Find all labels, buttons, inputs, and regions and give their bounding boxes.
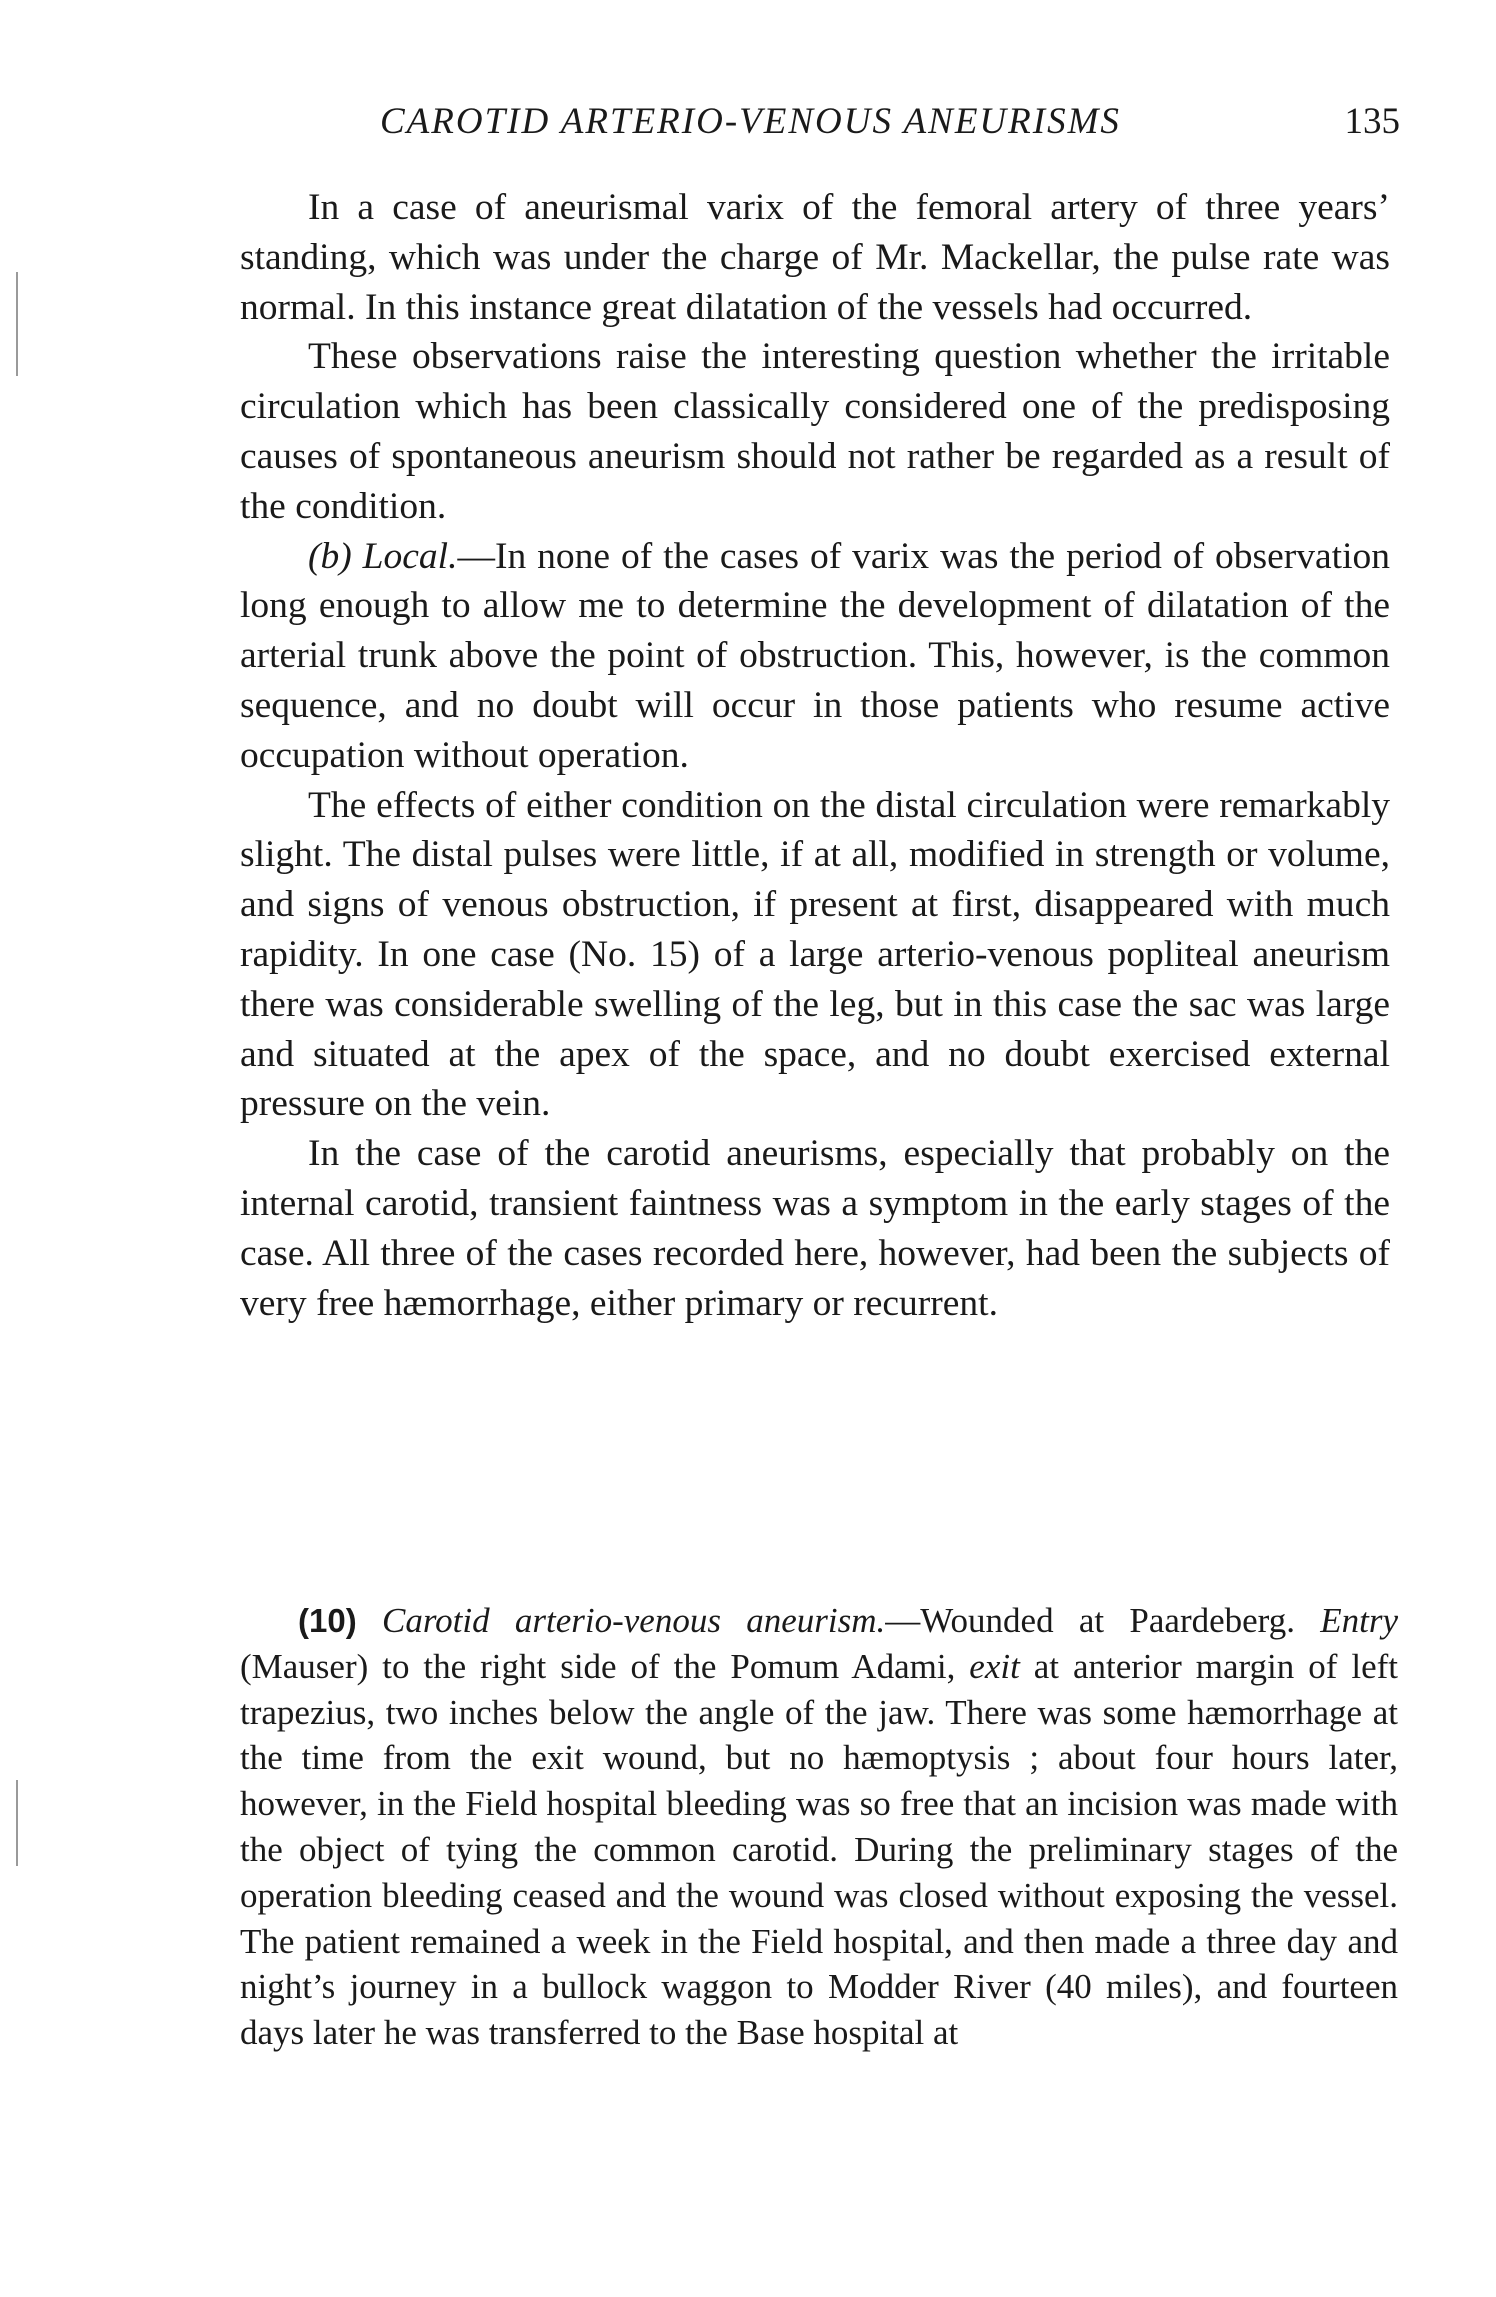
case-intro: —Wounded at Paardeberg. xyxy=(885,1601,1295,1640)
running-title: CAROTID ARTERIO-VENOUS ANEURISMS xyxy=(380,101,1121,142)
paragraph xyxy=(240,532,1390,781)
page-number: 135 xyxy=(1344,101,1400,142)
case-title: Carotid arterio-venous aneurism. xyxy=(381,1601,886,1640)
paragraph: The effects of either condition on the distal circulation were remarkably slight. The distal pulses were little, if at all, modified in strength or volume, and signs of venous obstruction, if present at first, disappeared with much rapidity. In one case (No. 15) of a large arterio-venous popliteal aneurism there was considerable swelling of the leg, but in this case the sac was large and situated at the apex of the space, and no doubt exercised external pressure on the vein. xyxy=(240,784,1390,1125)
margin-mark xyxy=(16,1780,18,1866)
entry-label: Entry xyxy=(1320,1601,1399,1640)
main-text xyxy=(240,183,1390,1328)
case-number: (10) xyxy=(298,1602,357,1639)
running-header xyxy=(240,100,1400,160)
exit-label: exit xyxy=(969,1646,1020,1686)
case-report xyxy=(240,1598,1398,2056)
paragraph: In a case of aneurismal varix of the femoral artery of three years’ standing, which was under the charge of Mr. Mackellar, the pulse rate was normal. In this instance great dilatation of the vessels had occurred. xyxy=(240,187,1390,328)
entry-text: (Mauser) to the right side of the Pomum Adami, xyxy=(240,1646,970,1686)
subsection-heading: Local. xyxy=(362,535,458,577)
margin-mark xyxy=(16,272,18,376)
subsection-label: (b) xyxy=(308,535,352,577)
case-text: at anterior margin of left trapezius, two inches below the angle of the jaw. There was some hæmorrhage at the time from the exit wound, but no hæmoptysis ; about four hours later, however, in the Field hospital bleeding was so free that an incision was made with the object of tying the common carotid. During the preliminary stages of the operation bleeding ceased and the wound was closed without exposing the vessel. The patient remained a week in the Field hospital, and then made a three day and night’s journey in a bullock waggon to Modder River (40 miles), and fourteen days later he was transferred to the Base hospital at xyxy=(240,1646,1398,2053)
paragraph-text: —In none of the cases of varix was the period of observation long enough to allow me to determine the development of dilatation of the arterial trunk above the point of obstruction. This, however, is the common sequence, and no doubt will occur in those patients who resume active occupation without operation. xyxy=(240,535,1390,776)
paragraph: In the case of the carotid aneurisms, especially that probably on the internal carotid, transient faintness was a symptom in the early stages of the case. All three of the cases recorded here, however, had been the subjects of very free hæmorrhage, either primary or recurrent. xyxy=(240,1133,1390,1324)
case-paragraph xyxy=(240,1598,1398,2056)
paragraph: These observations raise the interesting question whether the irritable circulation which has been classically considered one of the predisposing causes of spontaneous aneurism should not rather be regarded as a result of the condition. xyxy=(240,336,1390,527)
